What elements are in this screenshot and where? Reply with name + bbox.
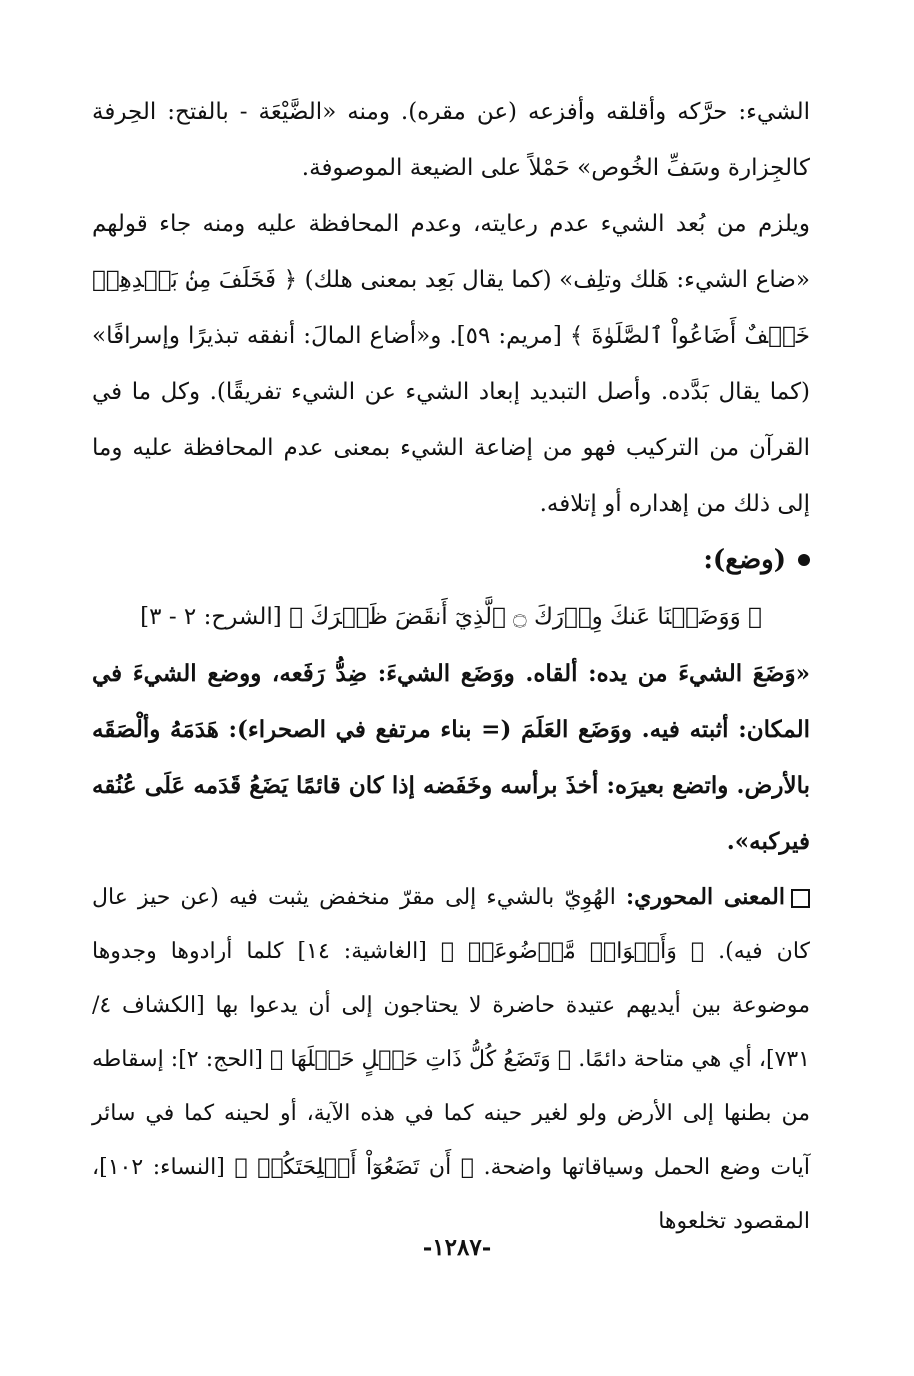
bullet-icon <box>798 554 810 566</box>
quran-verse: ﴿ وَوَضَعۡنَا عَنكَ وِزۡرَكَ ۝ ٱلَّذِيٓ أَنقَضَ ظَهۡرَكَ ﴾ [الشرح: ٢ - ٣] <box>140 604 762 630</box>
page-number: -١٢٨٧- <box>422 1234 492 1261</box>
core-meaning-paragraph <box>92 870 810 1249</box>
core-meaning-label: المعنى المحوري: <box>626 884 785 910</box>
entry-heading <box>92 532 810 588</box>
dictionary-entry: «وَضَعَ الشيءَ من يده: ألقاه. ووَضَع الشيءَ: ضِدُّ رَفَعه، ووضع الشيءَ في المكان: أثبته فيه. ووَضَع العَلَمَ (= بناء مرتفع في الصحراء): هَدَمَهُ وألْصَقَه بالأرض. واتضع بعيرَه: أخذَ برأسه وخَفَضه إذا كان قائمًا يَضَعُ قَدَمه عَلَى عُنُقه فيركبه». <box>92 660 810 855</box>
paragraph-continuation: الشيء: حرَّكه وأقلقه وأفزعه (عن مقره). ومنه «الضَّيْعَة - بالفتح: الحِرفة كالجِزارة وسَفِّ الخُوص» حَمْلاً على الضيعة الموصوفة. <box>92 99 810 181</box>
entry-heading-text: (وضع): <box>703 545 786 575</box>
core-meaning-text: الهُوِيّ بالشيء إلى مقرّ منخفض يثبت فيه (عن حيز عال كان فيه). ﴿ وَأَكۡوَابٞ مَّوۡضُوعَةٞ ﴾ [الغاشية: ١٤] كلما أرادوها وجدوها موضوعة بين أيديهم عتيدة حاضرة لا يحتاجون إلى أن يدعوا بها [الكشاف ٤/ ٧٣١]، أي هي متاحة دائمًا. ﴿ وَتَضَعُ كُلُّ ذَاتِ حَمۡلٍ حَمۡلَهَا ﴾ [الحج: ٢]: إسقاطه من بطنها إلى الأرض ولو لغير حينه كما في هذه الآية، أو لحينه كما في سائر آيات وضع الحمل وسياقاتها واضحة. ﴿ أَن تَضَعُوٓاْ أَسۡلِحَتَكُمۡ ﴾ [النساء: ١٠٢]، المقصود تخلعوها <box>92 885 811 1234</box>
square-box-icon <box>791 889 810 908</box>
paragraph-dayaa-meaning: ويلزم من بُعد الشيء عدم رعايته، وعدم المحافظة عليه ومنه جاء قولهم «ضاع الشيء: هَلك وتلِف» (كما يقال بَعِد بمعنى هلك) ﴿ فَخَلَفَ مِنۢ بَعۡدِهِمۡ خَلۡفٌ أَضَاعُواْ ٱلصَّلَوٰةَ ﴾ [مريم: ٥٩]. و«أضاع المالَ: أنفقه تبذيرًا وإسرافًا» (كما يقال بَدَّده. وأصل التبديد إبعاد الشيء عن الشيء تفريقًا). وكل ما في القرآن من التركيب فهو من إضاعة الشيء بمعنى عدم المحافظة عليه وما إلى ذلك من إهداره أو إتلافه. <box>92 211 810 517</box>
document-page <box>92 84 810 1344</box>
